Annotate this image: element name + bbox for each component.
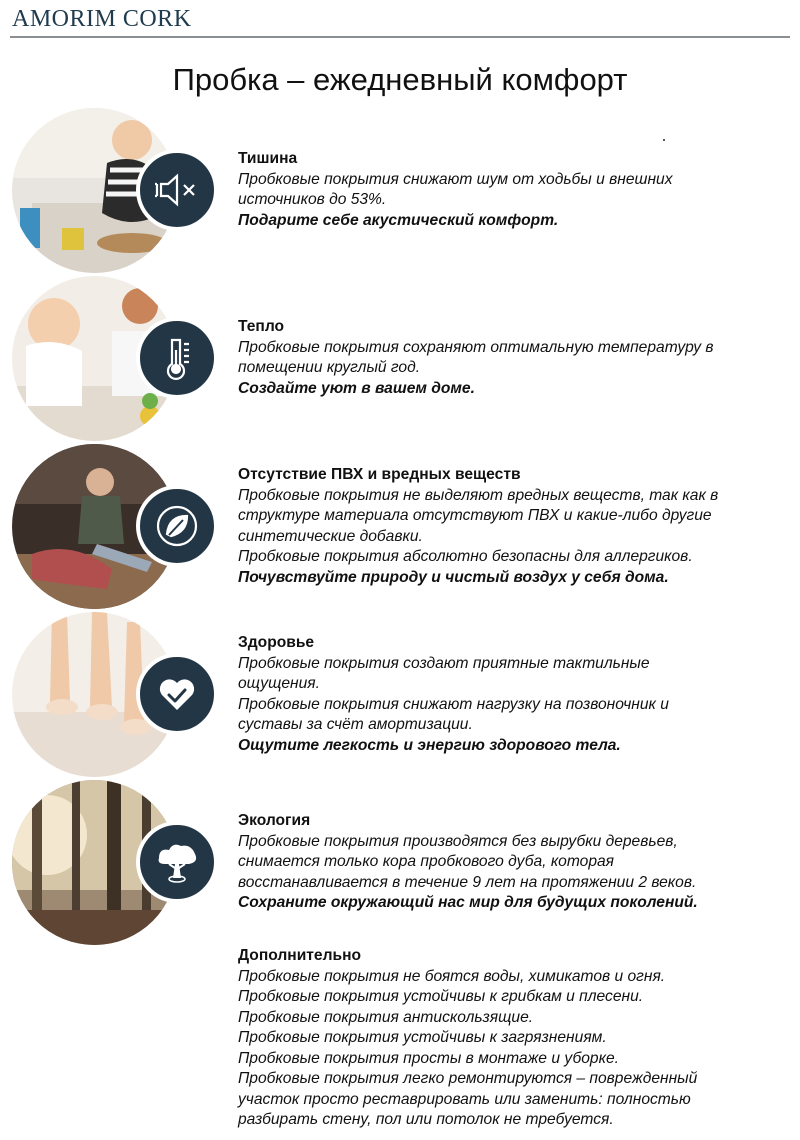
feature-cta: Подарите себе акустический комфорт. (238, 211, 559, 229)
feature-warmth (12, 276, 792, 441)
feature-no-pvc (12, 444, 792, 609)
tree-icon (136, 821, 218, 903)
feature-heading: Отсутствие ПВХ и вредных веществ (238, 466, 521, 483)
feature-additional (12, 946, 792, 1136)
feature-media (12, 108, 232, 273)
feature-heading: Тишина (238, 150, 298, 167)
feature-heading: Тепло (238, 318, 285, 335)
brand-logo: AMORIM CORK (12, 6, 192, 32)
feature-text (238, 946, 798, 1131)
feature-text (238, 149, 798, 231)
feature-text (238, 317, 798, 399)
feature-cta: Создайте уют в вашем доме. (238, 379, 475, 397)
feature-line: Пробковые покрытия не выделяют вредных веществ, так как в (238, 486, 719, 504)
feature-line: разбирать стену, пол или потолок не требуется. (238, 1111, 614, 1128)
feature-cta: Ощутите легкость и энергию здорового тела. (238, 736, 621, 754)
feature-cta: Почувствуйте природу и чистый воздух у себя дома. (238, 568, 669, 586)
feature-heading: Дополнительно (238, 947, 362, 964)
feature-media (12, 444, 232, 609)
feature-cta: Сохраните окружающий нас мир для будущих поколений. (238, 894, 698, 911)
page-title: Пробка – ежедневный комфорт (172, 62, 628, 97)
speaker-muted-icon (136, 149, 218, 231)
feature-line: Пробковые покрытия сохраняют оптимальную температуру в (238, 338, 714, 356)
feature-line: Пробковые покрытия абсолютно безопасны для аллергиков. (238, 548, 693, 565)
feature-line: Пробковые покрытия устойчивы к грибкам и плесени. (238, 988, 644, 1005)
feature-ecology (12, 780, 792, 945)
feature-line: источников до 53%. (238, 191, 387, 208)
feature-line: Пробковые покрытия легко ремонтируются – поврежденный (238, 1070, 698, 1087)
feature-text (238, 465, 798, 588)
feature-line: Пробковые покрытия просты в монтаже и уборке. (238, 1049, 619, 1067)
feature-line: Пробковые покрытия снижают шум от ходьбы и внешних (238, 170, 673, 188)
feature-line: Пробковые покрытия антискользящие. (238, 1008, 534, 1026)
feature-line: Пробковые покрытия производятся без вырубки деревьев, (238, 832, 678, 850)
feature-text (238, 633, 798, 756)
feature-line: суставы за счёт амортизации. (238, 716, 473, 733)
feature-media (12, 612, 232, 777)
feature-line: синтетические добавки. (238, 527, 423, 545)
feature-heading: Экология (238, 812, 311, 829)
feature-silence (12, 108, 792, 273)
heart-check-icon (136, 653, 218, 735)
feature-media (12, 276, 232, 441)
feature-line: помещении круглый год. (238, 359, 421, 376)
feature-line: участок просто реставрировать или заменить: полностью (238, 1090, 691, 1108)
feature-line: Пробковые покрытия создают приятные тактильные (238, 654, 650, 672)
feature-line: Пробковые покрытия не боятся воды, химикатов и огня. (238, 967, 666, 985)
feature-line: восстанавливается в течение 9 лет на протяжении 2 веков. (238, 873, 697, 891)
header-divider (10, 36, 790, 38)
feature-line: Пробковые покрытия снижают нагрузку на позвоночник и (238, 695, 669, 713)
feature-line: ощущения. (238, 675, 320, 692)
leaf-badge-icon (136, 485, 218, 567)
feature-line: структуре материала отсутствуют ПВХ и какие-либо другие (238, 507, 712, 524)
feature-heading: Здоровье (238, 634, 315, 651)
feature-health (12, 612, 792, 777)
feature-text (238, 811, 798, 914)
thermometer-icon (136, 317, 218, 399)
feature-media (12, 780, 232, 945)
feature-line: снимается только кора пробкового дуба, которая (238, 853, 615, 870)
feature-line: Пробковые покрытия устойчивы к загрязнениям. (238, 1029, 607, 1046)
